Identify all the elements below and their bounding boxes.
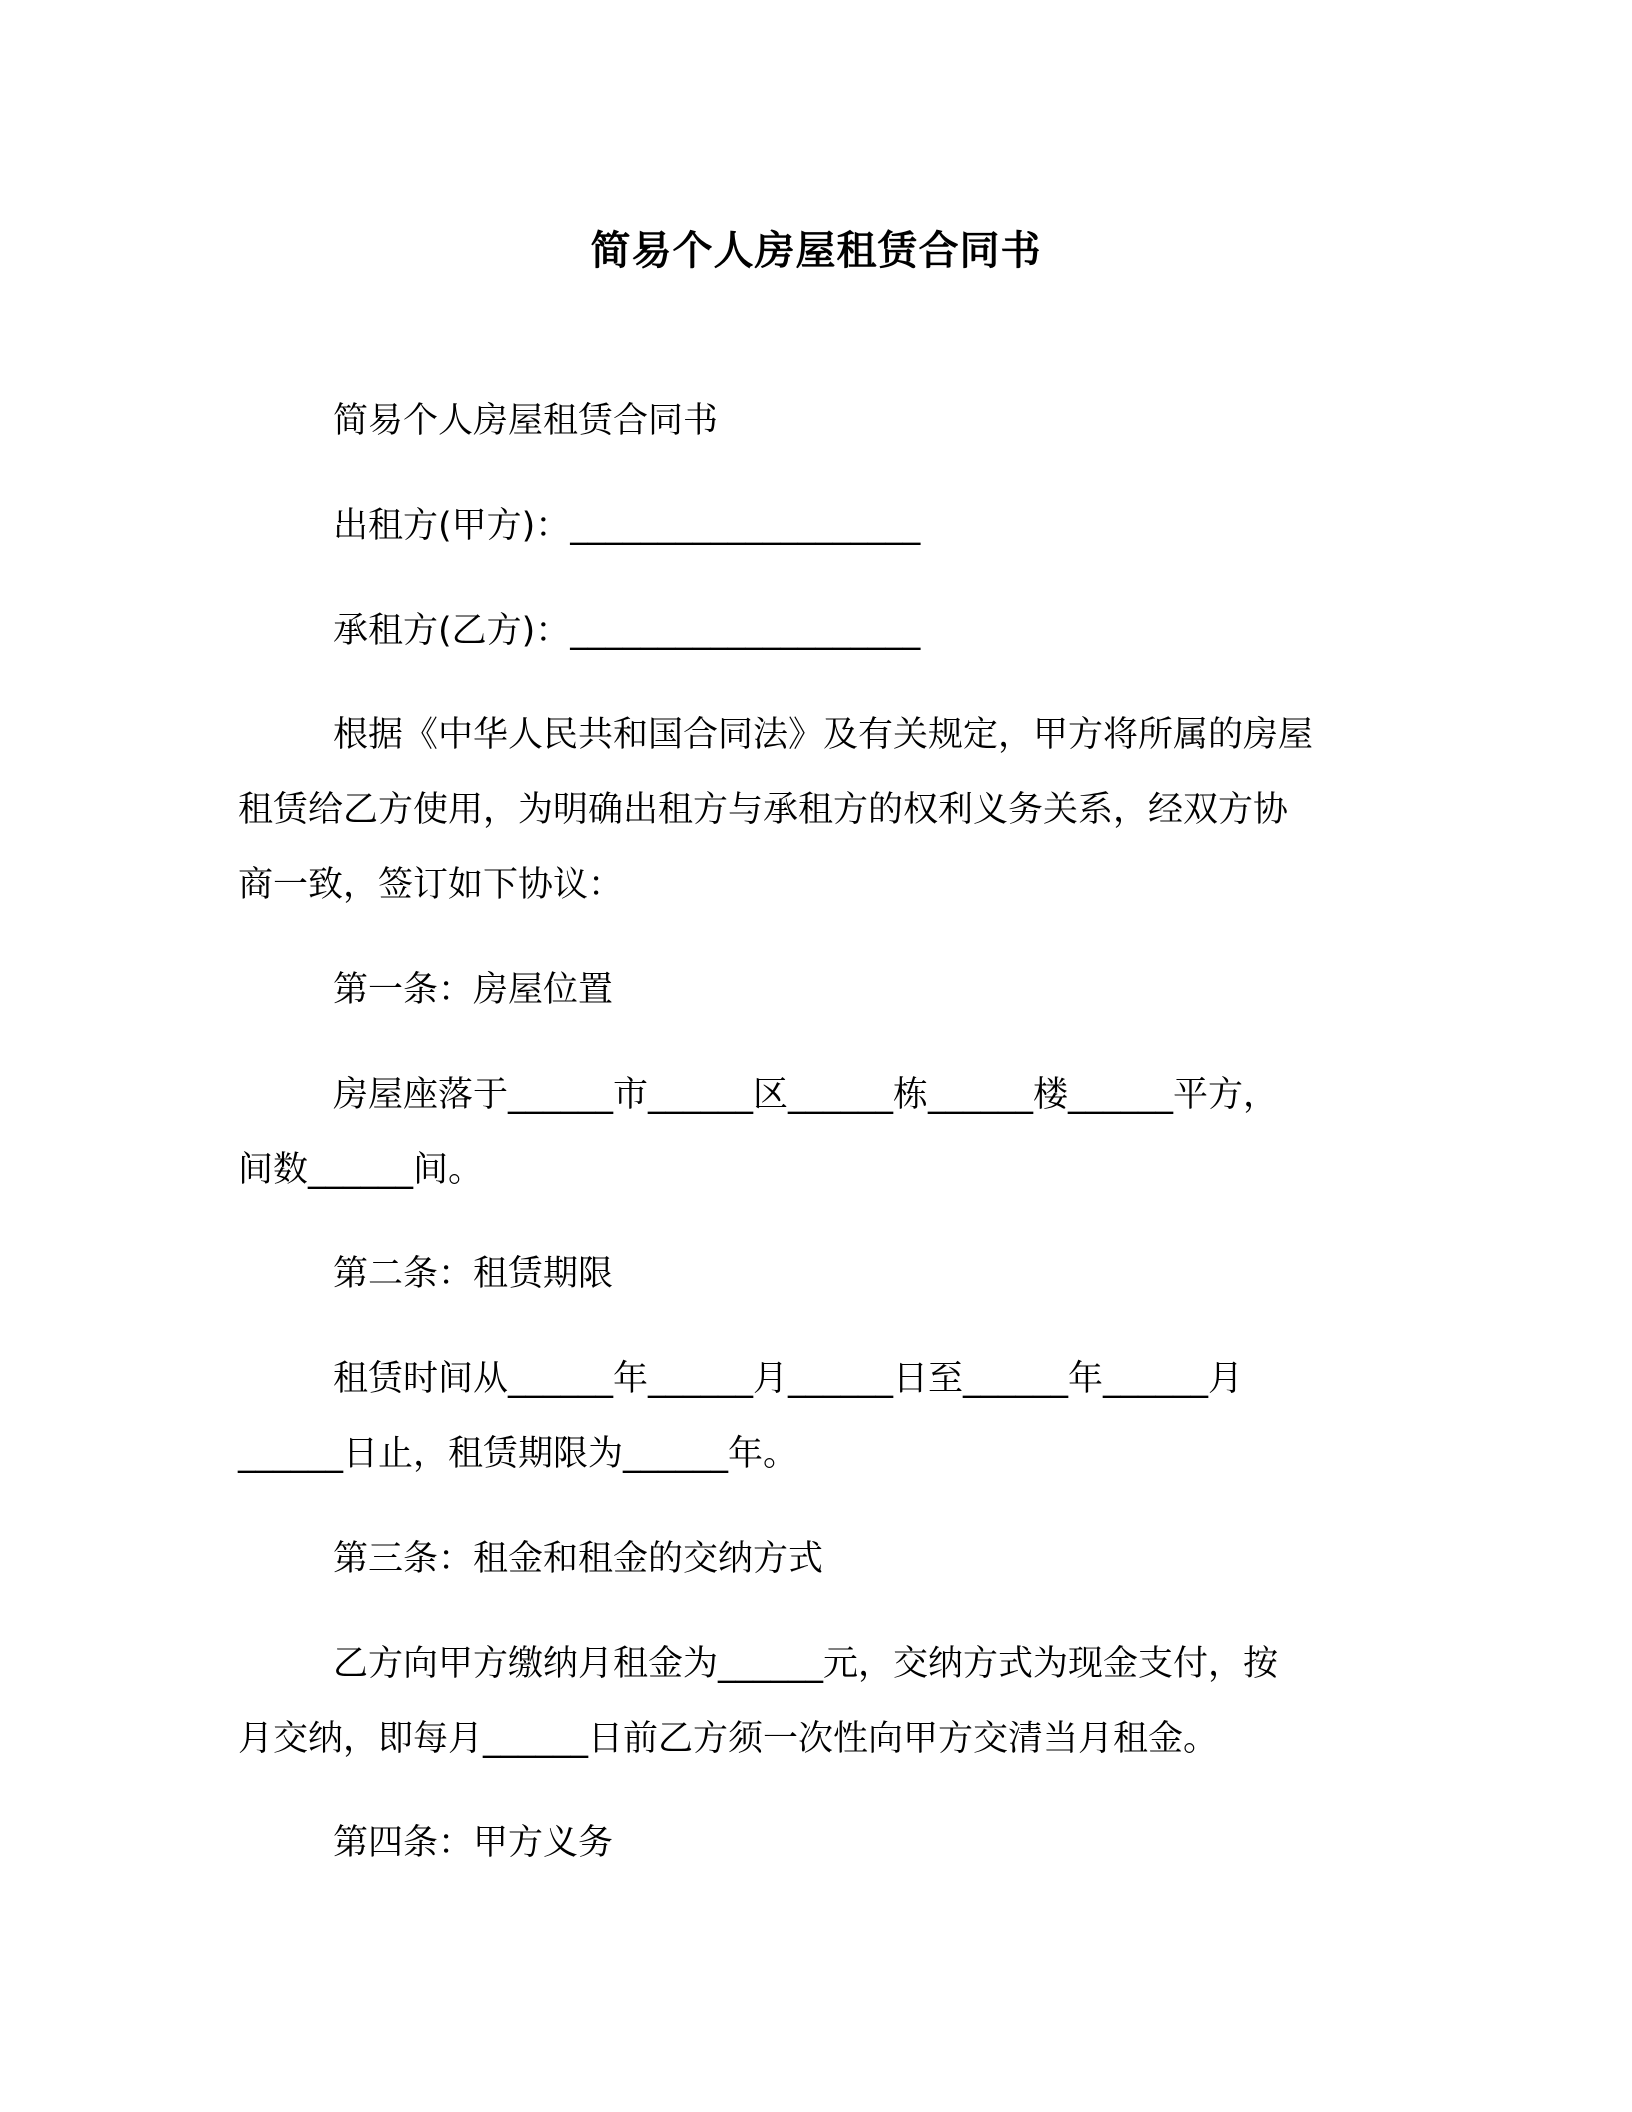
article-2-heading: 第二条：租赁期限 — [333, 1254, 614, 1294]
preamble-line-1: 根据《中华人民共和国合同法》及有关规定，甲方将所属的房屋 — [333, 715, 1314, 755]
article-1-line-2: 间数______间。 — [238, 1150, 484, 1190]
preamble-line-3: 商一致，签订如下协议： — [238, 865, 624, 905]
article-4-heading: 第四条：甲方义务 — [333, 1823, 614, 1863]
document-title: 简易个人房屋租赁合同书 — [590, 228, 1042, 274]
article-3-line-2: 月交纳，即每月______日前乙方须一次性向甲方交清当月租金。 — [238, 1719, 1219, 1759]
article-1-heading: 第一条：房屋位置 — [333, 970, 614, 1010]
preamble-line-2: 租赁给乙方使用，为明确出租方与承租方的权利义务关系，经双方协 — [238, 790, 1289, 830]
document-subtitle: 简易个人房屋租赁合同书 — [333, 401, 719, 441]
article-3-line-1: 乙方向甲方缴纳月租金为______元，交纳方式为现金支付，按 — [333, 1644, 1279, 1684]
lessor-field: 出租方(甲方)：____________________ — [333, 506, 921, 546]
article-2-line-1: 租赁时间从______年______月______日至______年______月 — [333, 1359, 1244, 1399]
article-1-line-1: 房屋座落于______市______区______栋______楼______平方， — [333, 1075, 1279, 1115]
lessee-field: 承租方(乙方)：____________________ — [333, 611, 921, 651]
article-2-line-2: ______日止，租赁期限为______年。 — [238, 1434, 799, 1474]
article-3-heading: 第三条：租金和租金的交纳方式 — [333, 1539, 824, 1579]
